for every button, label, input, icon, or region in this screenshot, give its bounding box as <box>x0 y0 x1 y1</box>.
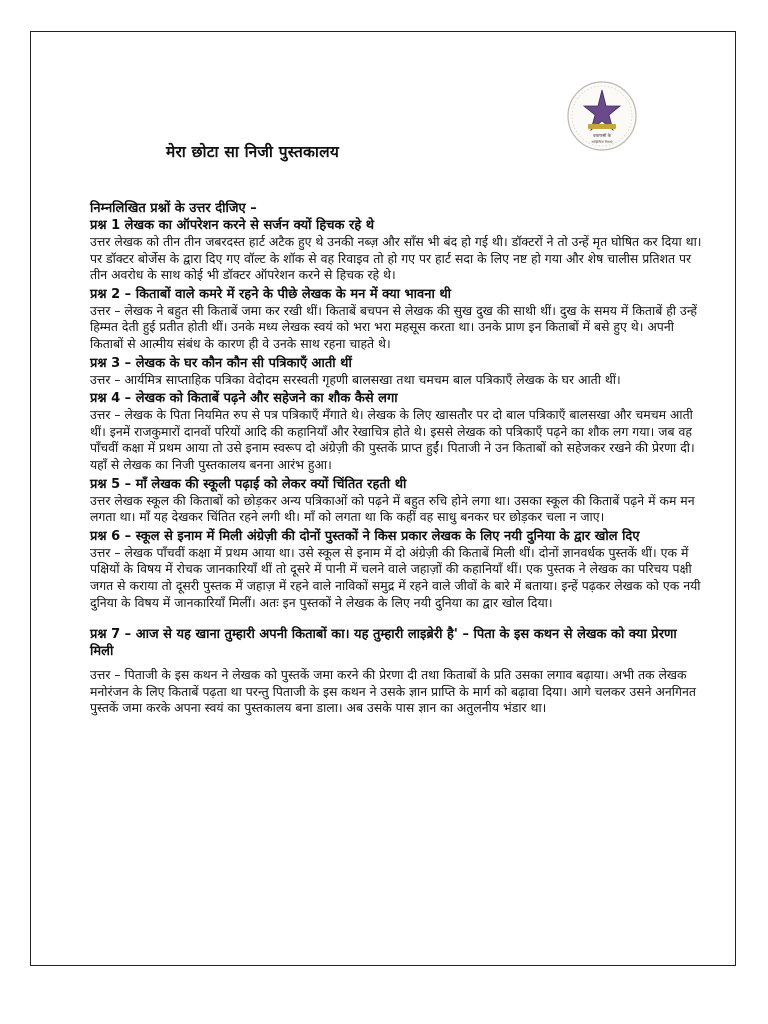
question-3: प्रश्न 3 – लेखक के घर कौन कौन सी पत्रिकाएँ आती थीं <box>90 355 352 371</box>
answer-6: उत्तर – लेखक पाँचवीं कक्षा में प्रथम आया था। उसे स्कूल से इनाम में दो अंग्रेज़ी की किताबें मिली थीं। दोनों ज्ञानवर्धक पुस्तकें थीं। एक में पक्षियों के विषय में रोचक जानकारियाँ थीं तो दूसरे में पानी में चलने वाले जहाज़ों की कहानियाँ थीं। एक पुस्तक ने लेखक का परिचय पक्षी जगत से कराया तो दूसरी पुस्तक में जहाज़ में रहने वाले नाविकों समुद्र में रहने वाले जीवों के बारे में बताया। इन्हें पढ़कर लेखक को एक नयी दुनिया के विषय में जानकारियाँ मिलीं। अतः इन पुस्तकों ने लेखक के लिए नयी दुनिया का द्वार खोल दिया। <box>90 544 701 610</box>
question-1: प्रश्न 1 लेखक का ऑपरेशन करने से सर्जन क्यों हिचक रहे थे <box>90 218 375 233</box>
page-title: मेरा छोटा सा निजी पुस्तकालय <box>166 143 340 161</box>
logo-text-bottom: साहित्यिक विधाएं <box>591 140 613 144</box>
answer-4: उत्तर – लेखक के पिता नियमित रुप से पत्र पत्रिकाएँ मँगाते थे। लेखक के लिए खासतौर पर दो बाल पत्रिकाएँ बालसखा और चमचम आती थीं। इनमें राजकुमारों दानवों परियों आदि की कहानियाँ और रेखाचित्र होते थे। इससे लेखक को पत्रिकाएँ पढ़ने का शौक लग गया। जब वह पाँचवीं कक्षा में प्रथम आया तो उसे इनाम स्वरूप दो अंग्रेज़ी की पुस्तकें प्राप्त हुईं। पिताजी ने उन किताबों को सहेजकर रखने की प्रेरणा दी। यहाँ से लेखक का निजी पुस्तकालय बनना आरंभ हुआ। <box>90 407 695 472</box>
answer-2: उत्तर – लेखक ने बहुत सी किताबें जमा कर रखी थीं। किताबें बचपन से लेखक की सुख दुख की साथी थीं। दुख के समय में किताबें ही उन्हें हिम्मत देती हुई प्रतीत होती थीं। उनके मध्य लेखक स्वयं को भरा भरा महसूस करता था। उनके प्राण इन किताबों में बसे हुए थे। अपनी किताबों से आत्मीय संबंध के कारण ही वे उनके साथ रहना चाहते थे। <box>90 302 698 351</box>
spacer <box>90 660 702 667</box>
question-5: प्रश्न 5 – माँ लेखक की स्कूली पढ़ाई को लेकर क्यों चिंतित रहती थी <box>90 476 407 492</box>
answer-1: उत्तर लेखक को तीन तीन जबरदस्त हार्ट अटैक हुए थे उनकी नब्ज़ और साँस भी बंद हो गई थी। डॉक्टरों ने तो उन्हें मृत घोषित कर दिया था। पर डॉक्टर बोर्जेस के द्वारा दिए गए वॉल्ट के शॉक से वह रिवाइव तो हो गए पर हार्ट सदा के लिए नष्ट हो गया और शेष चालीस प्रतिशत पर तीन अवरोध के साथ कोई भी डॉक्टर ऑपरेशन करने से हिचक रहे थे। <box>90 234 702 283</box>
school-logo <box>566 80 638 152</box>
question-4: प्रश्न 4 – लेखक को किताबें पढ़ने और सहेजने का शौक कैसे लगा <box>90 391 398 407</box>
logo-text-top: वाराणसी के <box>593 133 611 138</box>
question-2: प्रश्न 2 – किताबों वाले कमरे में रहने के पीछे लेखक के मन में क्या भावना थी <box>90 286 452 302</box>
qa-content <box>90 200 702 719</box>
question-7: प्रश्न 7 – आज से यह खाना तुम्हारी अपनी किताबों का। यह तुम्हारी लाइब्रेरी है' – पिता के इस कथन से लेखक को क्या प्रेरणा मिली <box>90 627 677 660</box>
star-emblem-icon <box>566 80 638 152</box>
answer-7: उत्तर – पिताजी के इस कथन ने लेखक को पुस्तकें जमा करने की प्रेरणा दी तथा किताबों के प्रति उसका लगाव बढ़ाया। अभी तक लेखक मनोरंजन के लिए किताबें पढ़ता था परन्तु पिताजी के इस कथन ने उसके ज्ञान प्राप्ति के मार्ग को बढ़ावा दिया। आगे चलकर उसने अनगिनत पुस्तकें जमा करके अपना स्वयं का पुस्तकालय बना डाला। अब उसके पास ज्ञान का अतुलनीय भंडार था। <box>90 667 696 716</box>
question-6: प्रश्न 6 – स्कूल से इनाम में मिली अंग्रेज़ी की दोनों पुस्तकों ने किस प्रकार लेखक के लिए नयी दुनिया के द्वार खोल दिए <box>90 528 640 544</box>
answer-5: उत्तर लेखक स्कूल की किताबों को छोड़कर अन्य पत्रिकाओं को पढ़ने में बहुत रुचि होने लगा था। उसका स्कूल की किताबें पढ़ने में कम मन लगता था। माँ यह देखकर चिंतित रहने लगी थी। माँ को लगता था कि कहीं वह साधु बनकर घर छोड़कर चला न जाए। <box>90 492 695 525</box>
spacer <box>90 613 702 626</box>
instruction-heading: निम्नलिखित प्रश्नों के उत्तर दीजिए – <box>90 201 257 216</box>
answer-3: उत्तर – आर्यमित्र साप्ताहिक पत्रिका वेदोदम सरस्वती गृहणी बालसखा तथा चमचम बाल पत्रिकाएँ लेखक के घर आती थीं। <box>90 371 621 387</box>
